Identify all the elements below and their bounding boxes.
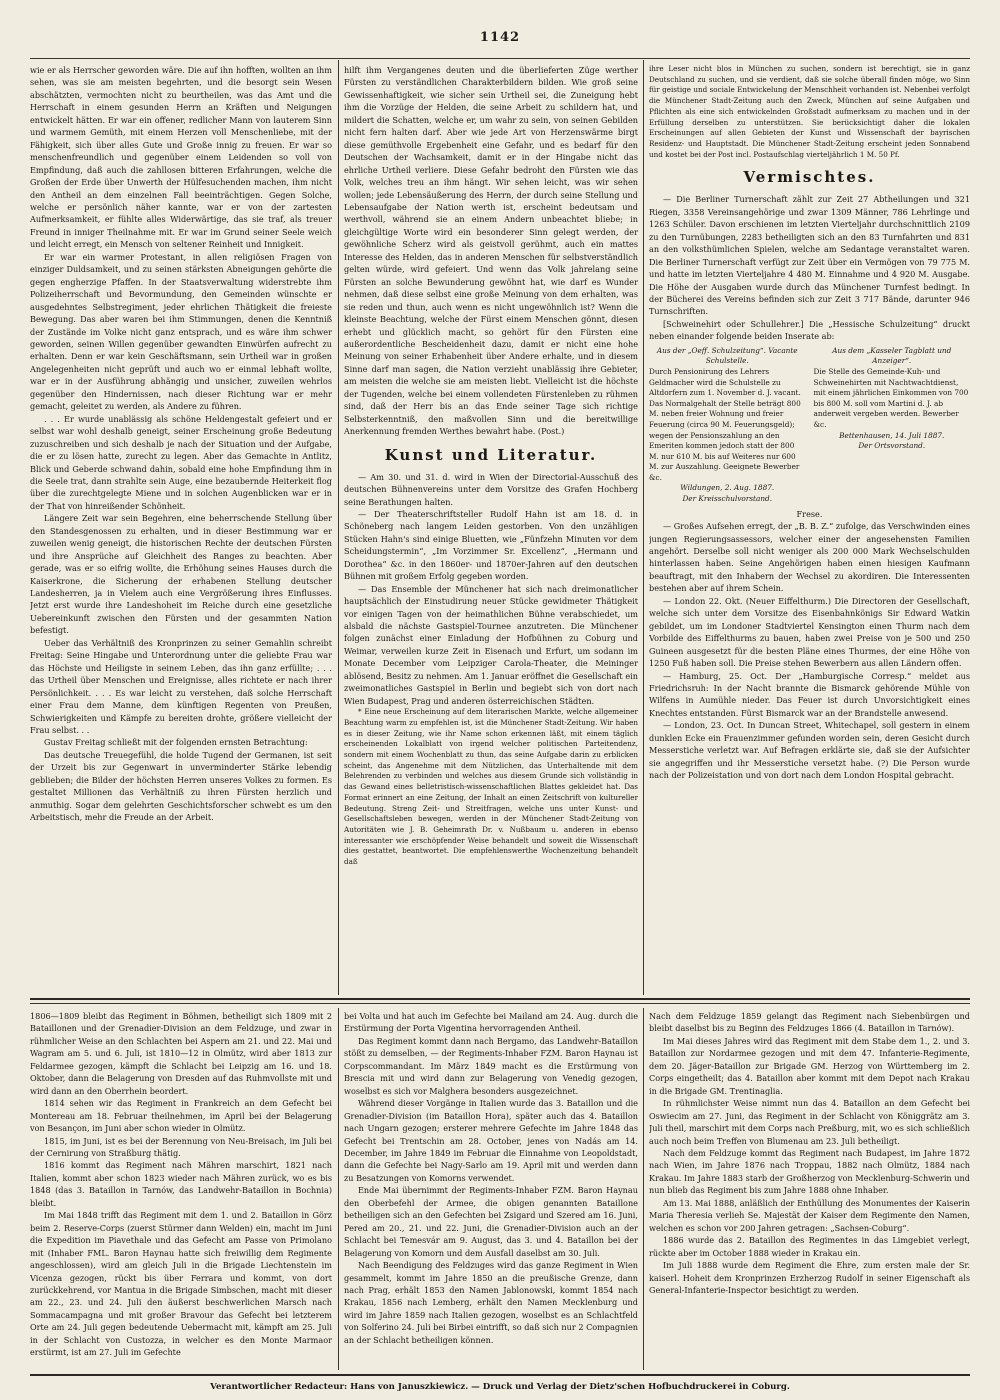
header-rule — [30, 58, 970, 59]
lower-column-3 — [649, 1010, 970, 1370]
advertisement-pair — [649, 346, 970, 505]
paragraph: Im Mai dieses Jahres wird das Regiment mit dem Stabe dem 1., 2. und 3. Bataillon zur Nordarmee gezogen und mit dem 47. Infanterie-Regimente, dem 20. Jäger-Bataillon zur Brigade GM. Herzog von Württemberg im 2. Corps eingetheilt; das 4. Bataillon aber kommt mit dem Depot nach Krakau in die Brigade GM. Trentinaglia. — [649, 1035, 970, 1096]
paragraph: Das deutsche Treuegefühl, die holde Tugend der Germanen, ist seit der Urzeit bis zur Gegenwart in unverminderter Stärke lebendig geblieben; die Bilder der höchsten Herren unseres Volkes zu formen. Es gestaltet Millionen das Verhältniß zu ihren Fürsten herzlich und anmuthig. Sogar dem gelehrten Geschichtsforscher schwebt es um den Arbeitstisch, mehr die Freude an der Arbeit. — [30, 749, 332, 823]
news-item: — Die Berliner Turnerschaft zählt zur Zeit 27 Abtheilungen und 321 Riegen, 3358 Vereinsangehörige und zwar 1309 Männer, 786 Lehrlinge und 1263 Schüler. Davon erschienen im letzten Vierteljahr durchschnittlich 2109 zu den Turnübungen, 2283 betheiligten sich an den 83 Turnfahrten und 831 an den volksthümlichen Spielen, welche am Sedantage veranstaltet waren. Die Berliner Turnerschaft verfügt zur Zeit über ein Vermögen von 79 775 M. und hatte im letzten Vierteljahre 4 480 M. Einnahme und 4 920 M. Ausgabe. Die Höhe der Ausgaben wurde durch das Münchener Turnfest bedingt. In der Bücherei des Vereins befinden sich zur Zeit 3 717 Bände, darunter 946 Turnschriften. — [649, 194, 970, 317]
advertisement-right — [814, 346, 971, 505]
upper-column-1 — [30, 64, 332, 992]
paragraph: Nach Beendigung des Feldzuges wird das ganze Regiment in Wien gesammelt, kommt im Jahre 1850 an die preußische Grenze, dann nach Prag, erhält 1853 den Namen Jablonowski, kommt 1854 nach Krakau, 1856 nach Lemberg, erhält den Namen Mecklenburg und wird im Jahre 1859 nach Italien gezogen, woselbst es an Schlachtfeld von Solferino 24. Juli bei Birbei eintrifft, so daß sich nur 2 Compagnien an der Schlacht betheiligen können. — [344, 1260, 638, 1345]
news-item: [Schweinehirt oder Schullehrer.] Die „Hessische Schulzeitung“ druckt neben einander folgende beiden Inserate ab: — [649, 318, 970, 342]
section-divider — [30, 1003, 970, 1004]
section-divider — [30, 998, 970, 1000]
ad-signature: Der Ortsvorstand. — [858, 441, 926, 451]
paragraph: Nach dem Feldzuge 1859 gelangt das Regiment nach Siebenbürgen und bleibt daselbst bis zu Beginn des Feldzuges 1866 (4. Bataillon in Tarnów). — [649, 1011, 970, 1034]
imprint-footer: Verantwortlicher Redacteur: Hans von Januszkiewicz. — Druck und Verlag der Dietz'schen Hofbuchdruckerei in Coburg. — [210, 1382, 790, 1392]
paragraph: Nach dem Feldzuge kommt das Regiment nach Budapest, im Jahre 1872 nach Wien, im Jahre 1876 nach Troppau, 1882 nach Olmütz, 1884 nach Krakau. Im Jahre 1883 starb der Großherzog von Mecklenburg-Schwerin und nun blieb das Regiment bis zum Jahre 1888 ohne Inhaber. — [649, 1147, 970, 1196]
footer-rule — [30, 1374, 970, 1376]
ad-heading: Aus dem „Kasseler Tagblatt und Anzeiger“. — [832, 345, 952, 366]
paragraph: 1816 kommt das Regiment nach Mähren marschirt, 1821 nach Italien, kommt aber schon 1823 wieder nach Mähren zurück, wo es bis 1848 (das 3. Bataillon in Tarnów, das Landwehr-Bataillon in Bochnia) bleibt. — [30, 1160, 332, 1208]
ad-heading: Aus der „Oeff. Schulzeitung“. Vacante Schulstelle. — [656, 345, 798, 366]
news-item: — London 22. Okt. (Neuer Eiffelthurm.) Die Directoren der Gesellschaft, welche sich unter dem Vorsitze des Eisenbahnkönigs Sir Edward Watkin gebildet, um im Londoner Stadtviertel Kensington einen Thurm nach dem Vorbilde des Eiffelthurms zu bauen, haben zwei Preise von je 500 und 250 Guineen ausgesetzt für die besten Pläne eines Thurmes, der eine Höhe von 1250 Fuß haben soll. Die Preise stehen Bewerbern aus allen Ländern offen. — [649, 595, 970, 669]
paragraph: 1814 sehen wir das Regiment in Frankreich an dem Gefecht bei Montereau am 18. Februar theilnehmen, im April bei der Belagerung von Besançon, im Juni aber schon wieder in Olmütz. — [30, 1098, 332, 1134]
news-item: * Eine neue Erscheinung auf dem literarischen Markte, welche allgemeiner Beachtung warm zu empfehlen ist, ist die Münchener Stadt-Zeitung. Wir haben es in dieser Zeitung, wie ihr Name schon erkennen läßt, mit einem täglich erscheinenden Lokalblatt von irgend welcher politischen Parteitendenz, sondern mit einem Wochenblatt zu thun, das seine Aufgabe darin zu erblicken scheint, das Angenehme mit dem Nützlichen, das Unterhaltende mit dem Belehrenden zu verbinden und welches aus diesem Grunde sich vollständig in das Gewand eines belletristisch-wissenschaftlichen Blattes gekleidet hat. Das Format erinnert an eine Zeitung, der Inhalt an einen Zeitschrift von kultureller Bedeutung. Streng Zeit- und Streitfragen, welche uns unter Kunst- und Gesellschaftsleben bewegen, werden in der Münchener Stadt-Zeitung von Autoritäten wie J. B. Geheimrath Dr. v. Nußbaum u. anderen in ebenso interessanter wie erschöpfender Weise behandelt und soweit die Wissenschaft dies gestattet, beantwortet. Die empfehlenswerthe Wochenzeitung behandelt daß — [344, 707, 638, 867]
paragraph: Er war ein warmer Protestant, in allen religiösen Fragen von einziger Duldsamkeit, und zu seinen stärksten Abneigungen gehörte die gegen engherzige Pfaffen. In der Staatsverwaltung widerstrebte ihm Polizeiherrschaft und Bevormundung, den Gemeinden wünschte er ausgedehntes Selbstregiment, jeder ehrlichen Thätigkeit die freieste Bewegung. Das aber waren bei ihm Stimmungen, denen die Kenntniß der Zustände im Volke nicht ganz entsprach, und es wäre ihm schwer geworden, seinen Willen gegenüber gewandten Einwürfen aufrecht zu erhalten. Denn er war kein Geschäftsmann, sein Urtheil war in großen Angelegenheiten nicht geprüft und auch wo er einmal lebhaft wollte, war er in der Ausführung abhängig und unsicher, zuweilen wehrlos gegenüber den Hindernissen, nach dieser Richtung war er mehr gemacht, geleitet zu werden, als Andere zu führen. — [30, 251, 332, 412]
ad-body: Die Stelle des Gemeinde-Kuh- und Schweinehirten mit Nachtwachtdienst, mit einem jährlichen Einkommen von 700 bis 800 M. soll vom Martini d. J. ab anderweit vergeben werden. Bewerber &c. — [813, 366, 969, 429]
paragraph: In rühmlichster Weise nimmt nun das 4. Bataillon an dem Gefecht bei Oswiecim am 27. Juni, das Regiment in der Schlacht von Königgrätz am 3. Juli theil, marschirt mit dem Corps nach Preßburg, mit, wo es sich schließlich auch noch beim Treffen von Blumenau am 23. Juli betheiligt. — [649, 1098, 970, 1146]
paragraph: 1806—1809 bleibt das Regiment in Böhmen, betheiligt sich 1809 mit 2 Bataillonen und der Grenadier-Division an dem Feldzuge, und zwar in rühmlicher Weise an den Schlachten bei Aspern am 21. und 22. Mai und Wagram am 5. und 6. Juli, ist 1810—12 in Olmütz, wird aber 1813 zur Feldarmee gezogen, kämpft die Schlacht bei Leipzig am 16. und 18. Oktober, dann die Belagerung von Dresden auf das Ruhmvollste mit und wird dann an den Oberrhein beordert. — [30, 1011, 332, 1096]
column-rule — [643, 1008, 644, 1370]
news-item: — Das Ensemble der Münchener hat sich nach dreimonatlicher hauptsächlich der Einstudirung neuer Stücke gewidmeter Thätigkeit vor einigen Tagen von der heimathlichen Bühne verabschiedet, um alsbald die nächste Gastspiel-Tournee anzutreten. Die Münchener folgen zunächst einer Einladung der Hofbühnen zu Coburg und Weimar, verweilen kurze Zeit in Eisenach und Erfurt, um sodann im Monate December vom Leipziger Carola-Theater, die Meininger ablösend, Besitz zu nehmen. Am 1. Januar eröffnet die Gesellschaft ein zweimonatliches Gastspiel in Berlin und begiebt sich von dort nach Wien Budapest, Prag und anderen österreichischen Städten. — [344, 583, 638, 706]
paragraph: bei Volta und hat auch im Gefechte bei Mailand am 24. Aug. durch die Erstürmung der Porta Vigentina hervorragenden Antheil. — [344, 1011, 638, 1034]
paragraph: 1815, im Juni, ist es bei der Berennung von Neu-Breisach, im Juli bei der Cernirung von Straßburg thätig. — [30, 1135, 332, 1158]
section-heading-vermischtes: Vermischtes. — [743, 168, 876, 187]
paragraph: ihre Leser nicht blos in München zu suchen, sondern ist berechtigt, sie in ganz Deutschland zu suchen, und sie verdient, daß sie solche überall finden möge, wo Sinn für geistige und sociale Entwickelung der Menschheit vorhanden ist. Nebenbei verfolgt die Münchener Stadt-Zeitung auch den Zweck, München auf seine Aufgaben und Pflichten als eine sich entwickelnden Großstadt aufmerksam zu machen und in der Erfüllung derselben zu unterstützen. Sie berücksichtigt daher die lokalen Erscheinungen auf allen Gebieten der Kunst und Wissenschaft der bayrischen Residenz- und Hauptstadt. Die Münchener Stadt-Zeitung erscheint jeden Sonnabend und kostet bei der Post incl. Postaufschlag vierteljährlich 1 M. 50 Pf. — [649, 64, 970, 159]
column-rule — [338, 1008, 339, 1370]
section-heading-kunst: Kunst und Literatur. — [384, 445, 598, 464]
paragraph: . . . Er wurde unablässig als schöne Heldengestalt gefeiert und er selbst war wohl deshalb geneigt, seiner Erscheinung große Bedeutung zuzuschreiben und sich deshalb je nach der Situation und der Aufgabe, die er zu lösen hatte, zurecht zu legen. Aber das Gemachte in Antlitz, Blick und Geberde schwand dahin, sobald eine hohe Empfindung ihm in die Seele trat, dann strahlte sein Auge, eine bezaubernde Heiterkeit flog über die zurechtgelegte Miene und in solchen Augenblicken war er in der That von hinreißender Schönheit. — [30, 413, 332, 511]
ad-place: Bettenhausen, 14. Juli 1887. — [839, 430, 945, 440]
column-rule — [643, 60, 644, 995]
news-item: — Am 30. und 31. d. wird in Wien der Directorial-Ausschuß des deutschen Bühnenvereins unter dem Vorsitze des Grafen Hochberg seine Berathungen halten. — [344, 471, 638, 507]
lower-column-1 — [30, 1010, 332, 1370]
page-number: 1142 — [479, 30, 521, 45]
paragraph: Das Regiment kommt dann nach Bergamo, das Landwehr-Bataillon stößt zu demselben, — der Regiments-Inhaber FZM. Baron Haynau ist Corpscommandant. Im März 1849 macht es die Erstürmung von Brescia mit und wird dann zur Belagerung von Venedig gezogen, woselbst es sich vor Malghera besonders ausgezeichnet. — [344, 1035, 638, 1096]
paragraph: Ende Mai übernimmt der Regiments-Inhaber FZM. Baron Haynau den Oberbefehl der Armee, die obigen genannten Bataillone betheiligen sich an den Gefechten bei Zsigard und Szered am 16. Juni, Pered am 20., 21. und 22. Juni, die Grenadier-Division auch an der Schlacht bei Temesvár am 9. August, das 3. und 4. Bataillon bei der Belagerung von Komorn und dem Ausfall daselbst am 30. Juli. — [344, 1185, 638, 1258]
advertisement-left — [649, 346, 806, 505]
paragraph: Am 13. Mai 1888, anläßlich der Enthüllung des Monumentes der Kaiserin Maria Theresia verlieh Se. Majestät der Kaiser dem Regimente den Namen, welchen es schon vor 200 Jahren getragen: „Sachsen-Coburg“. — [649, 1197, 970, 1233]
paragraph: 1886 wurde das 2. Bataillon des Regimentes in das Limgebiet verlegt, rückte aber im October 1888 wieder in Krakau ein. — [649, 1235, 970, 1258]
ad-body: Durch Pensionirung des Lehrers Geldmacher wird die Schulstelle zu Altdorfern zum 1. November d. J. vacant. Das Normalgehalt der Stelle beträgt 800 M. neben freier Wohnung und freier Feuerung (circa 90 M. Feuerungsgeld); wegen der Pensionszahlung an den Emeriten kommen jedoch statt der 800 M. nur 610 M. bis auf Weiteres nur 600 M. zur Auszahlung. Geeignete Bewerber &c. — [649, 366, 801, 482]
lower-column-2 — [344, 1010, 638, 1370]
paragraph: Während dieser Vorgänge in Italien wurde das 3. Bataillon und die Grenadier-Division (im Bataillon Hora), später auch das 4. Bataillon nach Ungarn gezogen; ersterer mehrere Gefechte im Jahre 1848 das Gefecht bei Trentschin am 28. October, jenes von Nadás am 14. December, im Jahre 1849 im Februar die Einnahme von Leopoldstadt, dann die Gefechte bei Nagy-Sarlo am 19. April mit und werden dann zu Besatzungen von Komorns verwendet. — [344, 1098, 638, 1183]
paragraph: wie er als Herrscher geworden wäre. Die auf ihn hofften, wollten an ihm sehen, was sie am meisten begehrten, und die besorgt sein Wesen abschätzten, vermochten nicht zu beurtheilen, was das Amt und die Herrschaft in einem gesunden Herrn an Kräften und Neigungen entwickelt hätten. Er war ein offener, redlicher Mann von lauterem Sinn und warmem Gemüth, mit einem Herzen voll Menschenliebe, mit der Fähigkeit, sich über alles Gute und Große innig zu freuen. Er war so menschenfreundlich und gegenüber einem Leidenden so voll von Empfindung, daß auch die zahllosen bitteren Erfahrungen, welche die Großen der Erde über Unwerth der Hülfesuchenden machen, ihm nicht den Antheil an dem einzelnen Fall beeinträchtigen. Gegen Solche, welche er persönlich näher kannte, war er von der zartesten Aufmerksamkeit, er fühlte alles Widerwärtige, das sie traf, als treuer Freund in inniger Theilnahme mit. Er war im Grund seiner Seele weich und leicht erregt, ein Mensch von seltener Reinheit und Innigkeit. — [30, 65, 332, 250]
ad-note: Frese. — [796, 508, 823, 519]
paragraph: Gustav Freitag schließt mit der folgenden ernsten Betrachtung: — [44, 737, 308, 748]
upper-column-2 — [344, 64, 638, 992]
news-item: — London, 23. Oct. In Duncan Street, Whitechapel, soll gestern in einem dunklen Ecke ein Frauenzimmer gefunden worden sein, deren Gesicht durch Messerstiche verletzt war. Auf Befragen erklärte sie, daß sie der Aufsichter sie angegriffen und ihr Messerstiche versetzt habe. (?) Die Person wurde nach der Polizeistation und von dort nach dem London Hospital gebracht. — [649, 720, 970, 781]
paragraph: hilft ihm Vergangenes deuten und die überlieferten Züge werther Fürsten zu verständlichen Charakterbildern bilden. Wie groß seine Gewissenhaftigkeit, wie sicher sein Urtheil sei, die Zuneigung hebt ihm die Vorzüge der Helden, die seine Arbeit zu schildern hat, und mildert die Schatten, welche er, um wahr zu sein, von seinen Gebilden nicht fern halten darf. Aber wie jede Art von Herzenswärme birgt diese gemüthvolle Ergebenheit eine Gefahr, und es bedarf für den Deutschen der Wachsamkeit, damit er in der Hingabe nicht das ehrliche Urtheil verliere. Diese Gefahr bedroht den Fürsten wie das Volk, welches treu an ihm hängt. Wir sehen leicht, was wir sehen wollen; jede Lebensäußerung des Herrn, der durch seine Stellung und Lebensaufgabe der Nation werth ist, erscheint bedeutsam und werthvoll, während sie an einem Andern unbeachtet bliebe; in gleichgültige Worte wird ein besonderer Sinn gelegt werden, der gewöhnliche Scherz wird als geistvoll gerühmt, auch ein mattes Interesse des Helden, das in anderen Menschen für selbstverständlich gelten würde, wird gefeiert. Und wenn das Volk jahrelang seine Fürsten an solche Bewunderung gewöhnt hat, wie darf es Wunder nehmen, daß diese selbst eine große Meinung von dem erhalten, was sie reden und thun, auch wenn es nicht ungewöhnlich ist? Wenn die kleinste Beachtung, welche der Fürst einem Menschen gönnt, diesen erhebt und glücklich macht, so gehört für den Fürsten eine außerordentliche Bescheidenheit dazu, damit er nicht eine hohe Meinung von seiner Erhabenheit über Andere erhalte, und in diesem Sinne darf man sagen, die Nation verzieht unablässig ihre Gebieter, am meisten die welche sie am meisten liebt. Vielleicht ist die höchste der Tugenden, welche bei einem vollendeten Fürstenleben zu rühmen sind, daß der Herr bis an das Ende seiner Tage sich richtige Selbsterkenntniß, den maßvollen Sinn und die bereitwillige Anerkennung fremden Werthes bewahrt habe. (Post.) — [344, 65, 638, 437]
ad-signature: Der Kreisschulvorstand. — [682, 494, 773, 504]
paragraph: Ueber das Verhältniß des Kronprinzen zu seiner Gemahlin schreibt Freitag: Seine Hingabe und Unterordnung unter die geliebte Frau war das Höchste und Heiligste in seinem Leben, das ihn ganz erfüllte; . . . das Urtheil über Menschen und Ereignisse, alles richtete er nach ihrer Persönlichkeit. . . . Es war leicht zu verstehen, daß solche Herrschaft einer Frau dem Manne, dem künftigen Regenten von Preußen, Schwierigkeiten und Kämpfe zu bereiten drohte, größere vielleicht der Frau selbst. . . — [30, 637, 332, 736]
column-rule — [338, 60, 339, 995]
ad-place: Wildungen, 2. Aug. 1887. — [680, 483, 775, 493]
news-item: — Großes Aufsehen erregt, der „B. B. Z.“ zufolge, das Verschwinden eines jungen Regierungsassessors, welcher einer der angesehensten Familien angehört. Derselbe soll nicht weniger als 200 000 Mark Wechselschulden hinterlassen haben. Seine Angehörigen haben einen hiesigen Kaufmann beauftragt, mit den Inhabern der Wechsel zu akordiren. Die Interessenten bestehen aber auf ihrem Schein. — [649, 521, 970, 594]
paragraph: Im Juli 1888 wurde dem Regiment die Ehre, zum ersten male der Sr. kaiserl. Hoheit dem Kronprinzen Erzherzog Rudolf in seiner Eigenschaft als General-Infanterie-Inspector besichtigt zu werden. — [649, 1260, 970, 1295]
paragraph: Im Mai 1848 trifft das Regiment mit dem 1. und 2. Bataillon in Görz beim 2. Reserve-Corps (zuerst Stürmer dann Welden) ein, macht im Juni die Expedition im Piavethale und das Gefecht am Passe von Primolano mit (Inhaber FML. Baron Haynau hatte sich freiwillig dem Regimente angeschlossen), wird am gleich Juli in die Brigade Liechtenstein im Vicenza gezogen, rückt bis über Ferrara und kommt, von dort zurückkehrend, vor Mantua in die Brigade Simbschen, macht mit dieser am 22., 23. und 24. Juli den äußerst beschwerlichen Marsch nach Sommacampagna und mit großer Bravour das Gefecht bei letzterem Orte am 24. Juli gegen bedeutende Uebermacht mit, kämpft am 25. Juli in der Schlacht von Custozza, in welcher es den Monte Marmaor erstürmt, ist am 27. Juli im Gefechte — [30, 1210, 332, 1358]
upper-column-3 — [649, 64, 970, 992]
paragraph: Längere Zeit war sein Begehren, eine beherrschende Stellung über den Standesgenossen zu erhalten, und in dieser Bestimmung war er zuweilen wenig geneigt, die historischen Rechte der deutschen Fürsten und ihre Ansprüche auf Gleichheit des Ranges zu beachten. Aber gerade, was er so eifrig wollte, die Erhöhung seines Hauses durch die Kaiserkrone, die Sicherung der erhabenen Stellung deutscher Landesherren, ja in Vielem auch eine Vergrößerung ihres Einflusses. Jetzt erst wurde ihre Landeshoheit im Reiche durch eine gesetzliche Uebereinkunft zwischen den Fürsten und der gesammten Nation befestigt. — [30, 513, 332, 636]
news-item: — Hamburg, 25. Oct. Der „Hamburgische Corresp.“ meldet aus Friedrichsruh: In der Nacht brannte die Bismarck gehörende Mühle von Wilfens in Aumühle nieder. Das Feuer ist durch Unvorsichtigkeit eines Knechtes entstanden. Fürst Bismarck war an der Brandstelle anwesend. — [649, 670, 970, 718]
news-item: — Der Theaterschriftsteller Rudolf Hahn ist am 18. d. in Schöneberg nach langem Leiden gestorben. Von den unzähligen Stücken Hahn's sind einige Bluetten, wie „Fünfzehn Minuten vor dem Scheidungstermin“, „Im Vorzimmer Sr. Excellenz“, „Hermann und Dorothea“ &c. in den 1860er- und 1870er-Jahren auf den deutschen Bühnen mit großem Erfolg gegeben worden. — [344, 508, 638, 582]
